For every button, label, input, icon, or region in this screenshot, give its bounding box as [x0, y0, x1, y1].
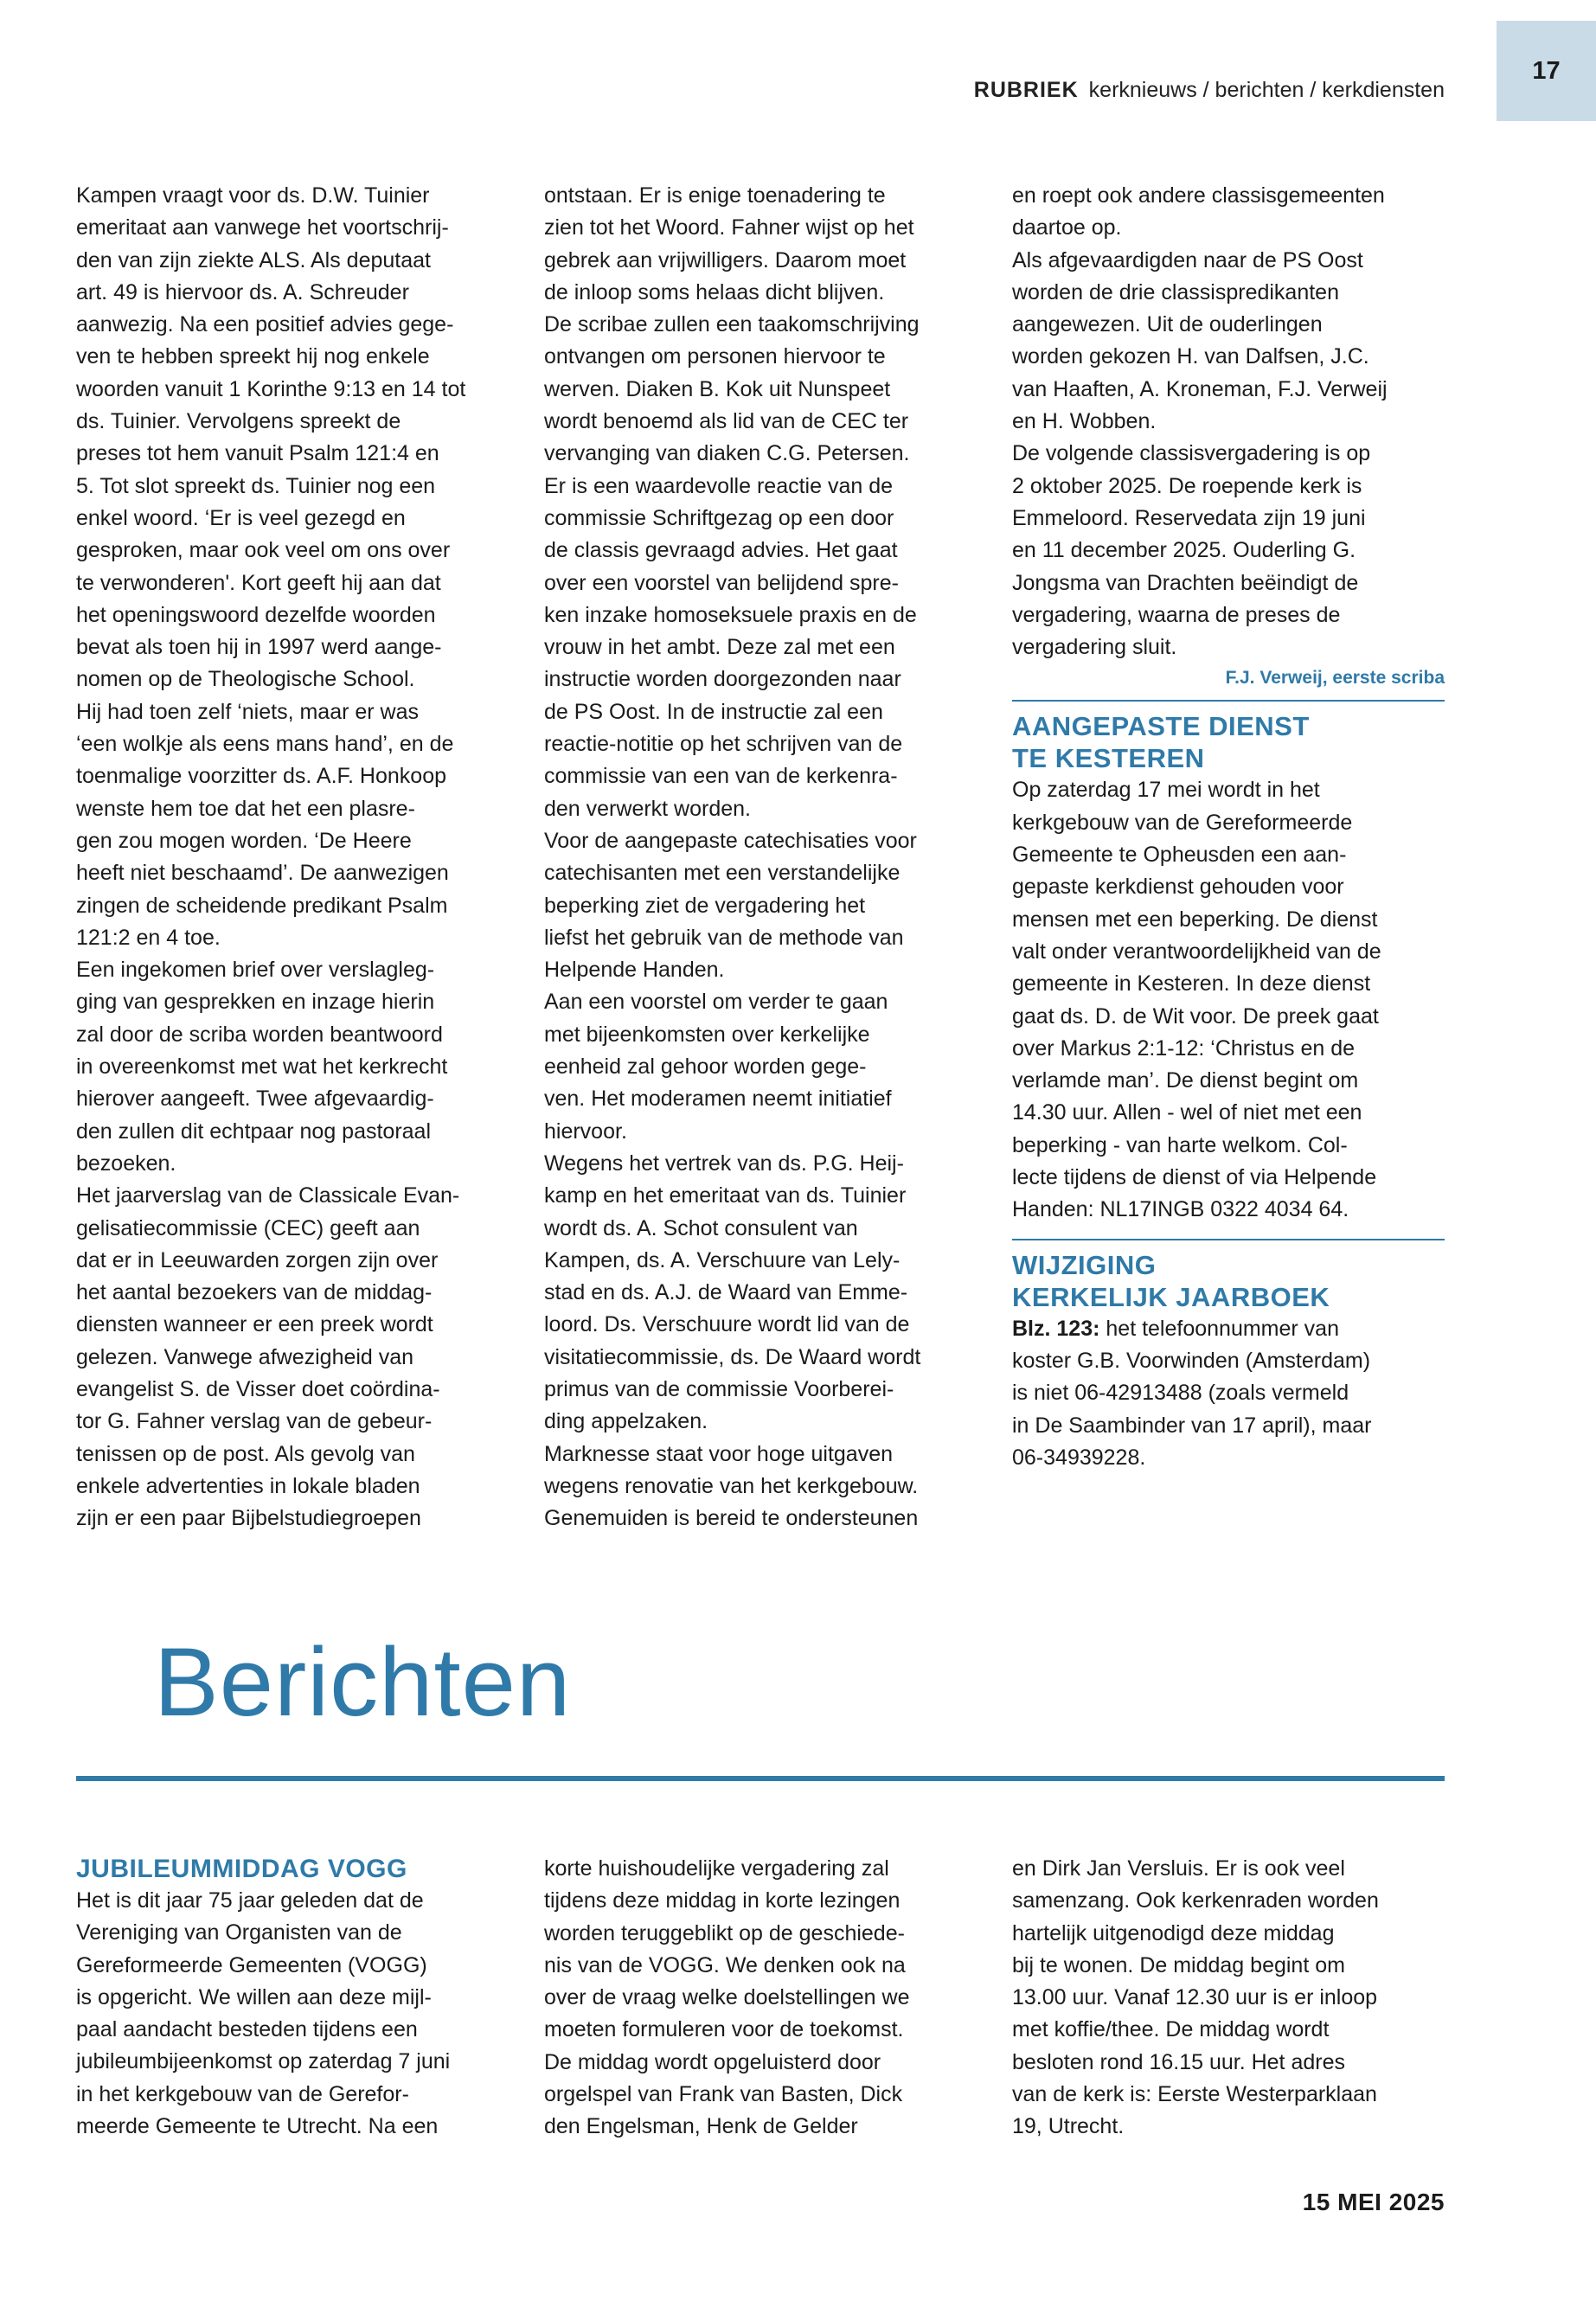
text-line: Een ingekomen brief over verslagleg- [76, 958, 435, 983]
text-line: ontstaan. Er is enige toenadering te [544, 183, 886, 208]
text-line: Op zaterdag 17 mei wordt in het [1012, 778, 1320, 803]
heading-line: AANGEPASTE DIENST [1012, 711, 1310, 742]
text-line: gemeente in Kesteren. In deze dienst [1012, 971, 1371, 997]
wijziging-lead-rest: het telefoonnummer van [1099, 1316, 1339, 1341]
text-line: ven. Het moderamen neemt initiatief [544, 1086, 892, 1112]
page-number: 17 [1497, 21, 1596, 121]
text-line: over Markus 2:1-12: ‘Christus en de [1012, 1035, 1356, 1061]
text-line: ‘een wolkje als eens mans hand’, en de [76, 732, 454, 757]
text-line: in overeenkomst met wat het kerkrecht [76, 1054, 448, 1080]
text-line: De scribae zullen een taakomschrijving [544, 312, 920, 337]
text-line: beperking - van harte welkom. Col- [1012, 1132, 1348, 1157]
section-divider [1012, 700, 1445, 702]
header-sections: kerknieuws / berichten / kerkdiensten [1088, 78, 1445, 102]
text-line: tijdens deze middag in korte lezingen [544, 1888, 901, 1913]
text-line: ontvangen om personen hiervoor te [544, 344, 886, 369]
text-line: beperking ziet de vergadering het [544, 893, 866, 918]
text-line: Het jaarverslag van de Classicale Evan- [76, 1183, 460, 1208]
text-line: 121:2 en 4 toe. [76, 925, 221, 950]
text-line: worden gekozen H. van Dalfsen, J.C. [1012, 344, 1369, 369]
text-line: bezoeken. [76, 1150, 176, 1176]
header-rubriek: RUBRIEK [973, 78, 1079, 102]
text-line: de inloop soms helaas dicht blijven. [544, 279, 885, 304]
text-line: 14.30 uur. Allen - wel of niet met een [1012, 1100, 1362, 1125]
text-line: de PS Oost. In de instructie zal een [544, 699, 883, 724]
kerknieuws-column-3 [1012, 180, 1445, 1474]
text-line: stad en ds. A.J. de Waard van Emme- [544, 1280, 908, 1305]
kerknieuws-column-1 [76, 180, 509, 1535]
signature: F.J. Verweij, eerste scriba [1225, 668, 1445, 689]
text-line: Gemeente te Opheusden een aan- [1012, 843, 1347, 868]
heading-line: KERKELIJK JAARBOEK [1012, 1281, 1330, 1312]
text-line: valt onder verantwoordelijkheid van de [1012, 939, 1381, 964]
text-line: Helpende Handen. [544, 958, 725, 983]
text-line: Genemuiden is bereid te ondersteunen [544, 1506, 919, 1531]
running-header [974, 78, 1445, 103]
wijziging-lead [1012, 1313, 1445, 1345]
text-line: commissie van een van de kerkenra- [544, 764, 898, 789]
text-line: korte huishoudelijke vergadering zal [544, 1856, 889, 1881]
text-line: vervanging van diaken C.G. Petersen. [544, 441, 910, 466]
berichten-column-2 [544, 1853, 977, 2144]
wijziging-heading [1012, 1249, 1445, 1313]
text-line: en Dirk Jan Versluis. Er is ook veel [1012, 1856, 1345, 1881]
text-line: hartelijk uitgenodigd deze middag [1012, 1920, 1335, 1945]
text-line: paal aandacht besteden tijdens een [76, 2017, 418, 2042]
text-line: gaat ds. D. de Wit voor. De preek gaat [1012, 1003, 1379, 1029]
text-line: vrouw in het ambt. Deze zal met een [544, 635, 895, 660]
text-line: over de vraag welke doelstellingen we [544, 1985, 910, 2010]
text-line: is niet 06-42913488 (zoals vermeld [1012, 1381, 1349, 1406]
text-line: zingen de scheidende predikant Psalm [76, 893, 448, 918]
text-line: lecte tijdens de dienst of via Helpende [1012, 1165, 1377, 1190]
text-line: aanwezig. Na een positief advies gege- [76, 312, 454, 337]
text-line: Voor de aangepaste catechisaties voor [544, 828, 917, 853]
text-line: besloten rond 16.15 uur. Het adres [1012, 2049, 1345, 2074]
text-line: van de kerk is: Eerste Westerparklaan [1012, 2082, 1377, 2107]
text-line: den zullen dit echtpaar nog pastoraal [76, 1118, 432, 1144]
text-line: het aantal bezoekers van de middag- [76, 1280, 433, 1305]
text-line: daartoe op. [1012, 215, 1122, 240]
text-line: Wegens het vertrek van ds. P.G. Heij- [544, 1150, 904, 1176]
text-line: met koffie/thee. De middag wordt [1012, 2017, 1330, 2042]
text-line: samenzang. Ook kerkenraden worden [1012, 1888, 1379, 1913]
text-line: ven te hebben spreekt hij nog enkele [76, 344, 430, 369]
text-line: 06-34939228. [1012, 1445, 1146, 1470]
berichten-rule [76, 1776, 1445, 1781]
text-line: 13.00 uur. Vanaf 12.30 uur is er inloop [1012, 1985, 1378, 2010]
text-line: orgelspel van Frank van Basten, Dick [544, 2082, 903, 2107]
text-line: tor G. Fahner verslag van de gebeur- [76, 1409, 433, 1434]
text-line: toenmalige voorzitter ds. A.F. Honkoop [76, 764, 447, 789]
text-line: gesproken, maar ook veel om ons over [76, 538, 451, 563]
text-line: primus van de commissie Voorberei- [544, 1376, 894, 1401]
kerknieuws-column-2 [544, 180, 977, 1535]
text-line: zal door de scriba worden beantwoord [76, 1022, 443, 1047]
heading-line: WIJZIGING [1012, 1249, 1157, 1280]
text-line: 5. Tot slot spreekt ds. Tuinier nog een [76, 473, 436, 498]
text-line: loord. Ds. Verschuure wordt lid van de [544, 1312, 910, 1337]
text-line: wordt benoemd als lid van de CEC ter [544, 409, 909, 434]
text-line: zien tot het Woord. Fahner wijst op het [544, 215, 914, 240]
text-line: gen zou mogen worden. ‘De Heere [76, 828, 412, 853]
text-line: vergadering sluit. [1012, 635, 1177, 660]
text-line: zijn er een paar Bijbelstudiegroepen [76, 1506, 421, 1531]
text-line: den van zijn ziekte ALS. Als deputaat [76, 247, 431, 272]
text-line: gepaste kerkdienst gehouden voor [1012, 875, 1344, 900]
berichten-column-1 [76, 1853, 509, 2143]
text-line: diensten wanneer er een preek wordt [76, 1312, 433, 1337]
text-line: woorden vanuit 1 Korinthe 9:13 en 14 tot [76, 376, 466, 401]
text-line: in De Saambinder van 17 april), maar [1012, 1413, 1372, 1438]
text-line: gebrek aan vrijwilligers. Daarom moet [544, 247, 907, 272]
text-line: Kampen vraagt voor ds. D.W. Tuinier [76, 183, 430, 208]
berichten-title: Berichten [154, 1628, 572, 1736]
heading-line: TE KESTEREN [1012, 743, 1205, 774]
text-line: in het kerkgebouw van de Gerefor- [76, 2081, 409, 2106]
classis-text [1012, 180, 1445, 663]
text-line: den Engelsman, Henk de Gelder [544, 2114, 858, 2139]
text-line: catechisanten met een verstandelijke [544, 861, 901, 886]
text-line: den verwerkt worden. [544, 796, 752, 821]
text-line: en 11 december 2025. Ouderling G. [1012, 538, 1356, 563]
text-line: evangelist S. de Visser doet coördina- [76, 1376, 440, 1401]
text-line: wenste hem toe dat het een plasre- [76, 796, 415, 821]
text-line: verlamde man’. De dienst begint om [1012, 1068, 1359, 1093]
text-line: koster G.B. Voorwinden (Amsterdam) [1012, 1348, 1371, 1373]
text-line: werven. Diaken B. Kok uit Nunspeet [544, 376, 891, 401]
text-line: ding appelzaken. [544, 1409, 708, 1434]
text-line: bij te wonen. De middag begint om [1012, 1952, 1345, 1977]
text-line: over een voorstel van belijdend spre- [544, 570, 899, 595]
text-line: art. 49 is hiervoor ds. A. Schreuder [76, 279, 409, 304]
text-line: De volgende classisvergadering is op [1012, 441, 1371, 466]
text-line: Het is dit jaar 75 jaar geleden dat de [76, 1888, 424, 1913]
text-line: hiervoor. [544, 1118, 627, 1144]
text-line: gelezen. Vanwege afwezigheid van [76, 1344, 414, 1369]
text-line: wordt ds. A. Schot consulent van [544, 1215, 858, 1240]
text-line: van Haaften, A. Kroneman, F.J. Verweij [1012, 376, 1388, 401]
text-line: ds. Tuinier. Vervolgens spreekt de [76, 409, 401, 434]
aangepaste-dienst-text [1012, 774, 1445, 1226]
text-line: enkel woord. ‘Er is veel gezegd en [76, 505, 406, 530]
text-line: ging van gesprekken en inzage hierin [76, 990, 435, 1015]
text-line: ken inzake homoseksuele praxis en de [544, 602, 917, 627]
text-line: kamp en het emeritaat van ds. Tuinier [544, 1183, 907, 1208]
text-line: dat er in Leeuwarden zorgen zijn over [76, 1247, 439, 1272]
text-line: 2 oktober 2025. De roepende kerk is [1012, 473, 1362, 498]
text-line: instructie worden doorgezonden naar [544, 667, 901, 692]
text-line: worden teruggeblikt op de geschiede- [544, 1920, 905, 1945]
text-line: Vereniging van Organisten van de [76, 1920, 402, 1945]
section-divider [1012, 1239, 1445, 1240]
text-line: mensen met een beperking. De dienst [1012, 907, 1378, 932]
text-line: Gereformeerde Gemeenten (VOGG) [76, 1952, 427, 1977]
text-line: meerde Gemeente te Utrecht. Na een [76, 2114, 439, 2139]
text-line: reactie-notitie op het schrijven van de [544, 732, 903, 757]
text-line: worden de drie classispredikanten [1012, 279, 1339, 304]
text-line: enkele advertenties in lokale bladen [76, 1473, 420, 1498]
text-line: 19, Utrecht. [1012, 2114, 1125, 2139]
text-line: en H. Wobben. [1012, 409, 1157, 434]
text-line: met bijeenkomsten over kerkelijke [544, 1022, 870, 1047]
text-line: hierover aangeeft. Twee afgevaardig- [76, 1086, 434, 1112]
text-line: preses tot hem vanuit Psalm 121:4 en [76, 441, 439, 466]
jubileum-heading: JUBILEUMMIDDAG VOGG [76, 1855, 407, 1883]
wijziging-text [1012, 1345, 1445, 1474]
jubileum-text-1 [76, 1885, 509, 2143]
text-line: gelisatiecommissie (CEC) geeft aan [76, 1215, 420, 1240]
text-line: kerkgebouw van de Gereformeerde [1012, 810, 1353, 835]
text-line: emeritaat aan vanwege het voortschrij- [76, 215, 449, 240]
aangepaste-dienst-heading [1012, 710, 1445, 774]
text-line: is opgericht. We willen aan deze mijl- [76, 1984, 432, 2009]
text-line: liefst het gebruik van de methode van [544, 925, 904, 950]
text-line: commissie Schriftgezag op een door [544, 505, 894, 530]
text-line: en roept ook andere classisgemeenten [1012, 183, 1385, 208]
text-line: De middag wordt opgeluisterd door [544, 2049, 881, 2074]
text-line: te verwonderen'. Kort geeft hij aan dat [76, 570, 441, 595]
wijziging-lead-bold: Blz. 123: [1012, 1316, 1100, 1341]
text-line: bevat als toen hij in 1997 werd aange- [76, 635, 442, 660]
text-line: eenheid zal gehoor worden gege- [544, 1054, 867, 1080]
text-line: Marknesse staat voor hoge uitgaven [544, 1441, 894, 1466]
text-line: aangewezen. Uit de ouderlingen [1012, 312, 1323, 337]
text-line: nis van de VOGG. We denken ook na [544, 1952, 906, 1977]
text-line: visitatiecommissie, ds. De Waard wordt [544, 1344, 921, 1369]
berichten-column-3 [1012, 1853, 1445, 2144]
text-line: Als afgevaardigden naar de PS Oost [1012, 247, 1363, 272]
text-line: Emmeloord. Reservedata zijn 19 juni [1012, 505, 1366, 530]
text-line: de classis gevraagd advies. Het gaat [544, 538, 898, 563]
text-line: wegens renovatie van het kerkgebouw. [544, 1473, 919, 1498]
text-line: het openingswoord dezelfde woorden [76, 602, 436, 627]
text-line: vergadering, waarna de preses de [1012, 602, 1341, 627]
text-line: Kampen, ds. A. Verschuure van Lely- [544, 1247, 901, 1272]
issue-date: 15 MEI 2025 [1302, 2189, 1445, 2215]
text-line: Er is een waardevolle reactie van de [544, 473, 894, 498]
text-line: Handen: NL17INGB 0322 4034 64. [1012, 1197, 1349, 1222]
text-line: jubileumbijeenkomst op zaterdag 7 juni [76, 2049, 451, 2074]
text-line: tenissen op de post. Als gevolg van [76, 1441, 415, 1466]
text-line: Jongsma van Drachten beëindigt de [1012, 570, 1359, 595]
text-line: moeten formuleren voor de toekomst. [544, 2017, 904, 2042]
text-line: Aan een voorstel om verder te gaan [544, 990, 888, 1015]
text-line: nomen op de Theologische School. [76, 667, 415, 692]
text-line: Hij had toen zelf ‘niets, maar er was [76, 699, 420, 724]
text-line: heeft niet beschaamd’. De aanwezigen [76, 861, 449, 886]
